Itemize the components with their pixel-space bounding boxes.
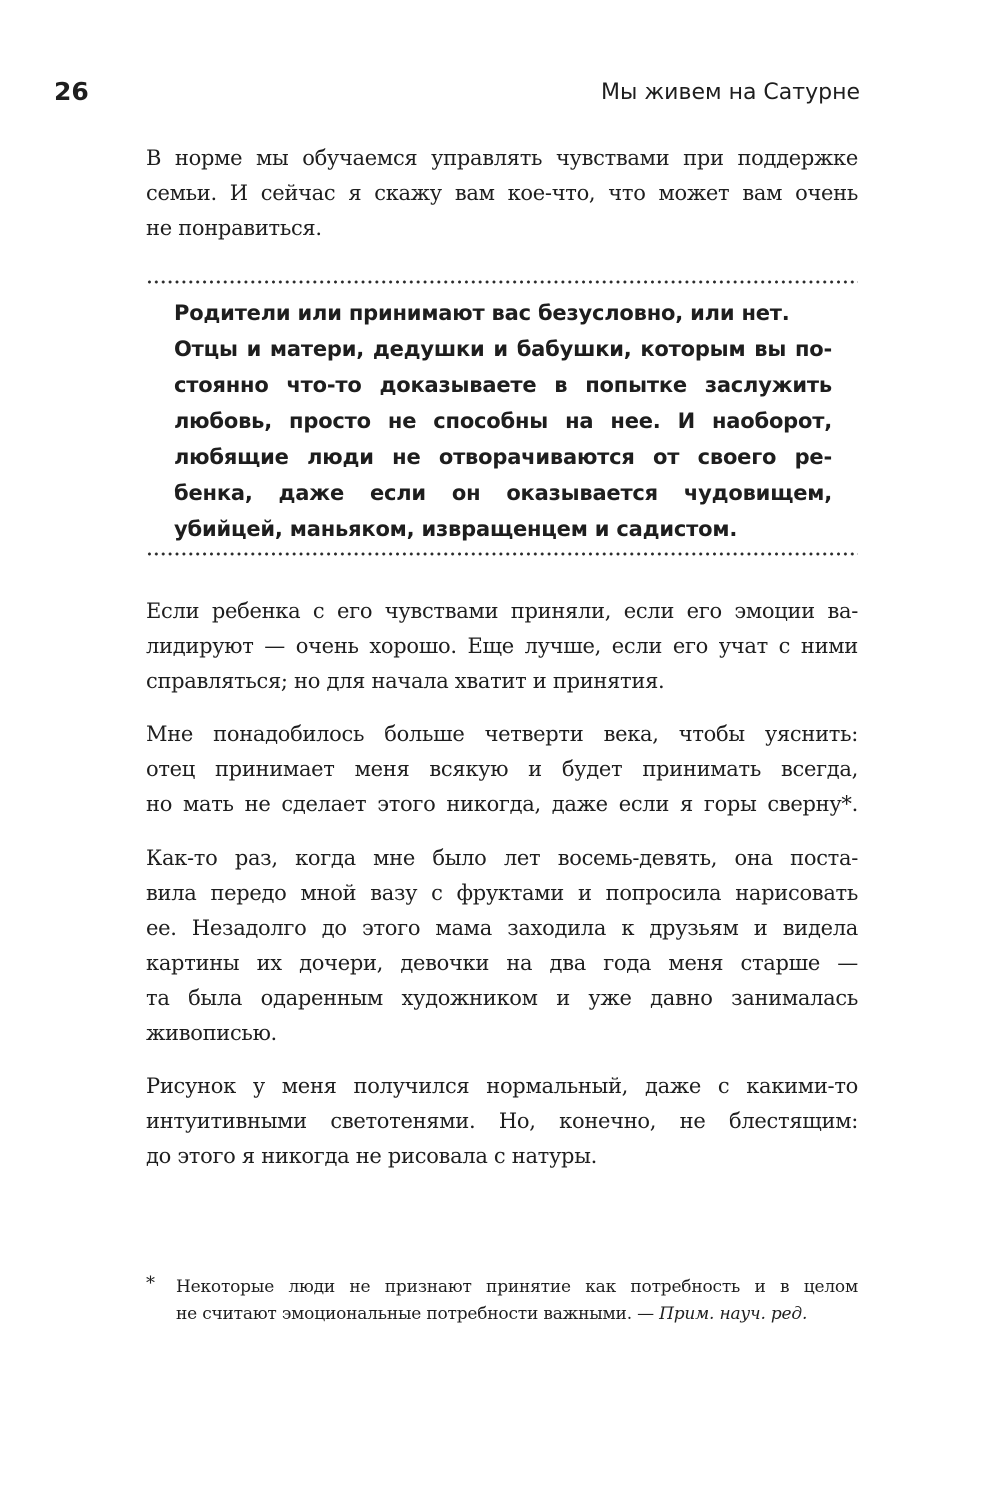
paragraph-5-line: интуитивными светотенями. Но, конечно, не блестящим: <box>146 1109 858 1133</box>
quote-line: любовь, просто не способны на нее. И наоборот, <box>174 409 832 433</box>
paragraph-4-line: вила передо мной вазу с фруктами и попросила нарисовать <box>146 881 858 905</box>
footnote-line <box>176 1301 858 1327</box>
paragraph-3-line: но мать не сделает этого никогда, даже если я горы сверну*. <box>146 792 858 816</box>
quote-line: любящие люди не отворачиваются от своего ре- <box>174 445 832 469</box>
paragraph-1-line: не понравиться. <box>146 216 322 240</box>
paragraph-2-line: справляться; но для начала хватит и принятия. <box>146 669 665 693</box>
paragraph-4-line: живописью. <box>146 1021 277 1045</box>
page-number: 26 <box>54 77 89 106</box>
paragraph-4-line: картины их дочери, девочки на два года меня старше — <box>146 951 858 975</box>
running-title: Мы живем на Сатурне <box>601 80 860 105</box>
paragraph-4-line: та была одаренным художником и уже давно занималась <box>146 986 858 1010</box>
paragraph-3-line: Мне понадобилось больше четверти века, чтобы уяснить: <box>146 722 858 746</box>
quote-bottom-divider <box>146 552 858 556</box>
paragraph-5-line: Рисунок у меня получился нормальный, даже с какими-то <box>146 1074 858 1098</box>
paragraph-4-line: Как-то раз, когда мне было лет восемь-девять, она поста- <box>146 846 858 870</box>
paragraph-2-line: лидируют — очень хорошо. Еще лучше, если его учат с ними <box>146 634 858 658</box>
footnote-editor-note: Прим. науч. ред. <box>659 1304 808 1324</box>
quote-line: убийцей, маньяком, извращенцем и садистом. <box>174 517 738 541</box>
paragraph-3-line: отец принимает меня всякую и будет принимать всегда, <box>146 757 858 781</box>
quote-line: бенка, даже если он оказывается чудовищем, <box>174 481 832 505</box>
quote-line: стоянно что-то доказываете в попытке заслужить <box>174 373 832 397</box>
paragraph-1-line: семьи. И сейчас я скажу вам кое-что, что может вам очень <box>146 181 858 205</box>
footnote-line: Некоторые люди не признают принятие как потребность и в целом <box>176 1277 858 1297</box>
paragraph-4-line: ее. Незадолго до этого мама заходила к друзьям и видела <box>146 916 858 940</box>
paragraph-1-line: В норме мы обучаемся управлять чувствами при поддержке <box>146 146 858 170</box>
paragraph-5-line: до этого я никогда не рисовала с натуры. <box>146 1144 597 1168</box>
quote-line: Отцы и матери, дедушки и бабушки, которым вы по- <box>174 337 832 361</box>
quote-line: Родители или принимают вас безусловно, или нет. <box>174 301 790 325</box>
footnote-marker: * <box>146 1273 155 1294</box>
paragraph-2-line: Если ребенка с его чувствами приняли, если его эмоции ва- <box>146 599 858 623</box>
footnote-text: не считают эмоциональные потребности важными. — <box>176 1304 660 1324</box>
quote-top-divider <box>146 280 858 284</box>
